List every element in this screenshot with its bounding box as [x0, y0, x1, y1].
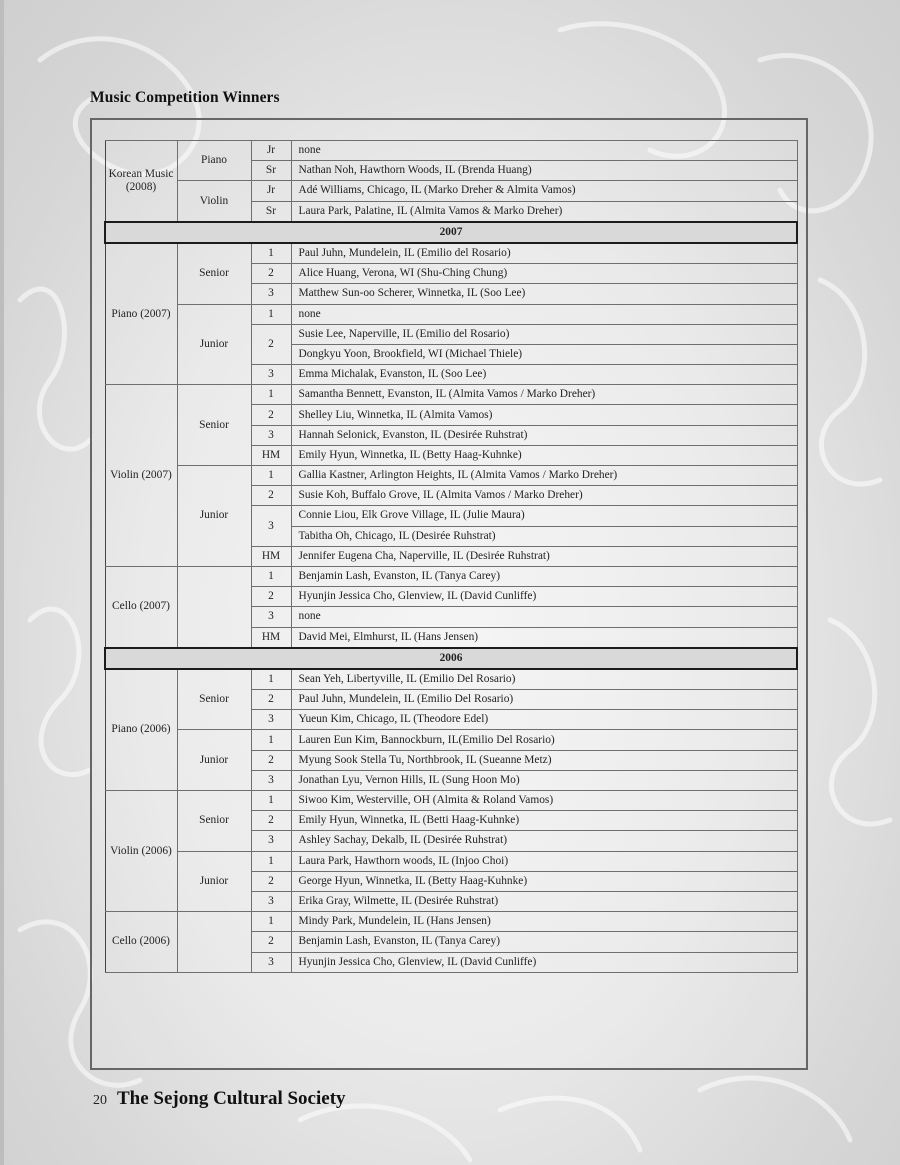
winner-entry: none: [291, 607, 797, 627]
placement: 1: [251, 730, 291, 750]
placement: 3: [251, 425, 291, 445]
table-row: [105, 181, 797, 201]
year-header-row: [105, 222, 797, 243]
table-row: [105, 385, 797, 405]
winner-entry: Lauren Eun Kim, Bannockburn, IL(Emilio Del Rosario): [291, 730, 797, 750]
winner-entry: David Mei, Elmhurst, IL (Hans Jensen): [291, 627, 797, 648]
placement: 2: [251, 264, 291, 284]
placement: 2: [251, 587, 291, 607]
division: Senior: [177, 791, 251, 852]
page-footer: [93, 1088, 346, 1110]
placement: Sr: [251, 201, 291, 222]
winner-entry: Benjamin Lash, Evanston, IL (Tanya Carey): [291, 932, 797, 952]
instrument-category: Cello (2007): [105, 566, 177, 647]
table-row: [105, 912, 797, 932]
page-number: 20: [93, 1093, 107, 1108]
placement: 3: [251, 891, 291, 911]
winner-entry: Laura Park, Hawthorn woods, IL (Injoo Choi): [291, 851, 797, 871]
winner-entry: Alice Huang, Verona, WI (Shu-Ching Chung): [291, 264, 797, 284]
placement: Jr: [251, 141, 291, 161]
division: Senior: [177, 243, 251, 304]
table-row: [105, 791, 797, 811]
winner-entry: Laura Park, Palatine, IL (Almita Vamos & Marko Dreher): [291, 201, 797, 222]
winner-entry: Paul Juhn, Mundelein, IL (Emilio Del Rosario): [291, 690, 797, 710]
placement: 2: [251, 932, 291, 952]
winner-entry: Matthew Sun-oo Scherer, Winnetka, IL (Soo Lee): [291, 284, 797, 304]
table-row: [105, 566, 797, 586]
winner-entry: Jonathan Lyu, Vernon Hills, IL (Sung Hoon Mo): [291, 770, 797, 790]
year-heading: 2006: [105, 648, 797, 669]
winner-entry: Erika Gray, Wilmette, IL (Desirée Ruhstrat): [291, 891, 797, 911]
instrument-category: Violin (2007): [105, 385, 177, 567]
table-row: [105, 669, 797, 690]
winner-entry: Hannah Selonick, Evanston, IL (Desirée Ruhstrat): [291, 425, 797, 445]
winner-entry: Sean Yeh, Libertyville, IL (Emilio Del Rosario): [291, 669, 797, 690]
instrument-category: Violin (2006): [105, 791, 177, 912]
placement: HM: [251, 627, 291, 648]
winner-entry: Nathan Noh, Hawthorn Woods, IL (Brenda Huang): [291, 161, 797, 181]
placement: 1: [251, 466, 291, 486]
placement: Sr: [251, 161, 291, 181]
placement: 1: [251, 791, 291, 811]
year-header-row: [105, 648, 797, 669]
table-row: [105, 304, 797, 324]
table-row: [105, 730, 797, 750]
division: Senior: [177, 385, 251, 466]
division: Senior: [177, 669, 251, 730]
placement: 2: [251, 405, 291, 425]
winner-entry: Susie Lee, Naperville, IL (Emilio del Rosario): [291, 324, 797, 344]
organization-name: The Sejong Cultural Society: [117, 1088, 346, 1109]
instrument-category: Korean Music (2008): [105, 141, 177, 222]
division: Junior: [177, 851, 251, 912]
instrument-category: Piano (2007): [105, 243, 177, 385]
placement: 3: [251, 365, 291, 385]
winner-entry: Emma Michalak, Evanston, IL (Soo Lee): [291, 365, 797, 385]
winner-entry: Emily Hyun, Winnetka, IL (Betty Haag-Kuhnke): [291, 445, 797, 465]
placement: Jr: [251, 181, 291, 201]
winner-entry: Ashley Sachay, Dekalb, IL (Desirée Ruhstrat): [291, 831, 797, 851]
winner-entry: Benjamin Lash, Evanston, IL (Tanya Carey): [291, 566, 797, 586]
placement: 1: [251, 304, 291, 324]
table-row: [105, 243, 797, 264]
winner-entry: Jennifer Eugena Cha, Naperville, IL (Desirée Ruhstrat): [291, 546, 797, 566]
division: Junior: [177, 730, 251, 791]
placement: 1: [251, 669, 291, 690]
winner-entry: Adé Williams, Chicago, IL (Marko Dreher & Almita Vamos): [291, 181, 797, 201]
winner-entry: Samantha Bennett, Evanston, IL (Almita Vamos / Marko Dreher): [291, 385, 797, 405]
winner-entry: Paul Juhn, Mundelein, IL (Emilio del Rosario): [291, 243, 797, 264]
table-row: [105, 141, 797, 161]
division: Junior: [177, 304, 251, 385]
winner-entry: none: [291, 304, 797, 324]
year-heading: 2007: [105, 222, 797, 243]
division: Piano: [177, 141, 251, 181]
winners-table: [104, 140, 798, 973]
instrument-category: Piano (2006): [105, 669, 177, 791]
placement: 3: [251, 710, 291, 730]
winner-entry: Yueun Kim, Chicago, IL (Theodore Edel): [291, 710, 797, 730]
placement: 3: [251, 831, 291, 851]
placement: 2: [251, 690, 291, 710]
winner-entry: Connie Liou, Elk Grove Village, IL (Julie Maura): [291, 506, 797, 526]
division: Violin: [177, 181, 251, 222]
winner-entry: Mindy Park, Mundelein, IL (Hans Jensen): [291, 912, 797, 932]
placement: 2: [251, 811, 291, 831]
winner-entry: Hyunjin Jessica Cho, Glenview, IL (David Cunliffe): [291, 952, 797, 972]
winner-entry: Susie Koh, Buffalo Grove, IL (Almita Vamos / Marko Dreher): [291, 486, 797, 506]
placement: 1: [251, 566, 291, 586]
page-title: Music Competition Winners: [90, 89, 280, 106]
table-row: [105, 466, 797, 486]
placement: 1: [251, 912, 291, 932]
winner-entry: Gallia Kastner, Arlington Heights, IL (Almita Vamos / Marko Dreher): [291, 466, 797, 486]
division: [177, 912, 251, 973]
winner-entry: Emily Hyun, Winnetka, IL (Betti Haag-Kuhnke): [291, 811, 797, 831]
winner-entry: Hyunjin Jessica Cho, Glenview, IL (David Cunliffe): [291, 587, 797, 607]
placement: HM: [251, 546, 291, 566]
placement: 3: [251, 607, 291, 627]
winner-entry: Shelley Liu, Winnetka, IL (Almita Vamos): [291, 405, 797, 425]
placement: HM: [251, 445, 291, 465]
winner-entry: Siwoo Kim, Westerville, OH (Almita & Roland Vamos): [291, 791, 797, 811]
placement: 2: [251, 871, 291, 891]
placement: 2: [251, 750, 291, 770]
placement: 3: [251, 952, 291, 972]
division: [177, 566, 251, 647]
division: Junior: [177, 466, 251, 567]
placement: 3: [251, 770, 291, 790]
placement: 2: [251, 324, 291, 364]
winner-entry: Dongkyu Yoon, Brookfield, WI (Michael Thiele): [291, 344, 797, 364]
winner-entry: Myung Sook Stella Tu, Northbrook, IL (Sueanne Metz): [291, 750, 797, 770]
table-row: [105, 851, 797, 871]
instrument-category: Cello (2006): [105, 912, 177, 973]
placement: 3: [251, 506, 291, 546]
placement: 1: [251, 851, 291, 871]
placement: 1: [251, 385, 291, 405]
placement: 2: [251, 486, 291, 506]
winner-entry: Tabitha Oh, Chicago, IL (Desirée Ruhstrat): [291, 526, 797, 546]
placement: 1: [251, 243, 291, 264]
placement: 3: [251, 284, 291, 304]
winner-entry: none: [291, 141, 797, 161]
winner-entry: George Hyun, Winnetka, IL (Betty Haag-Kuhnke): [291, 871, 797, 891]
